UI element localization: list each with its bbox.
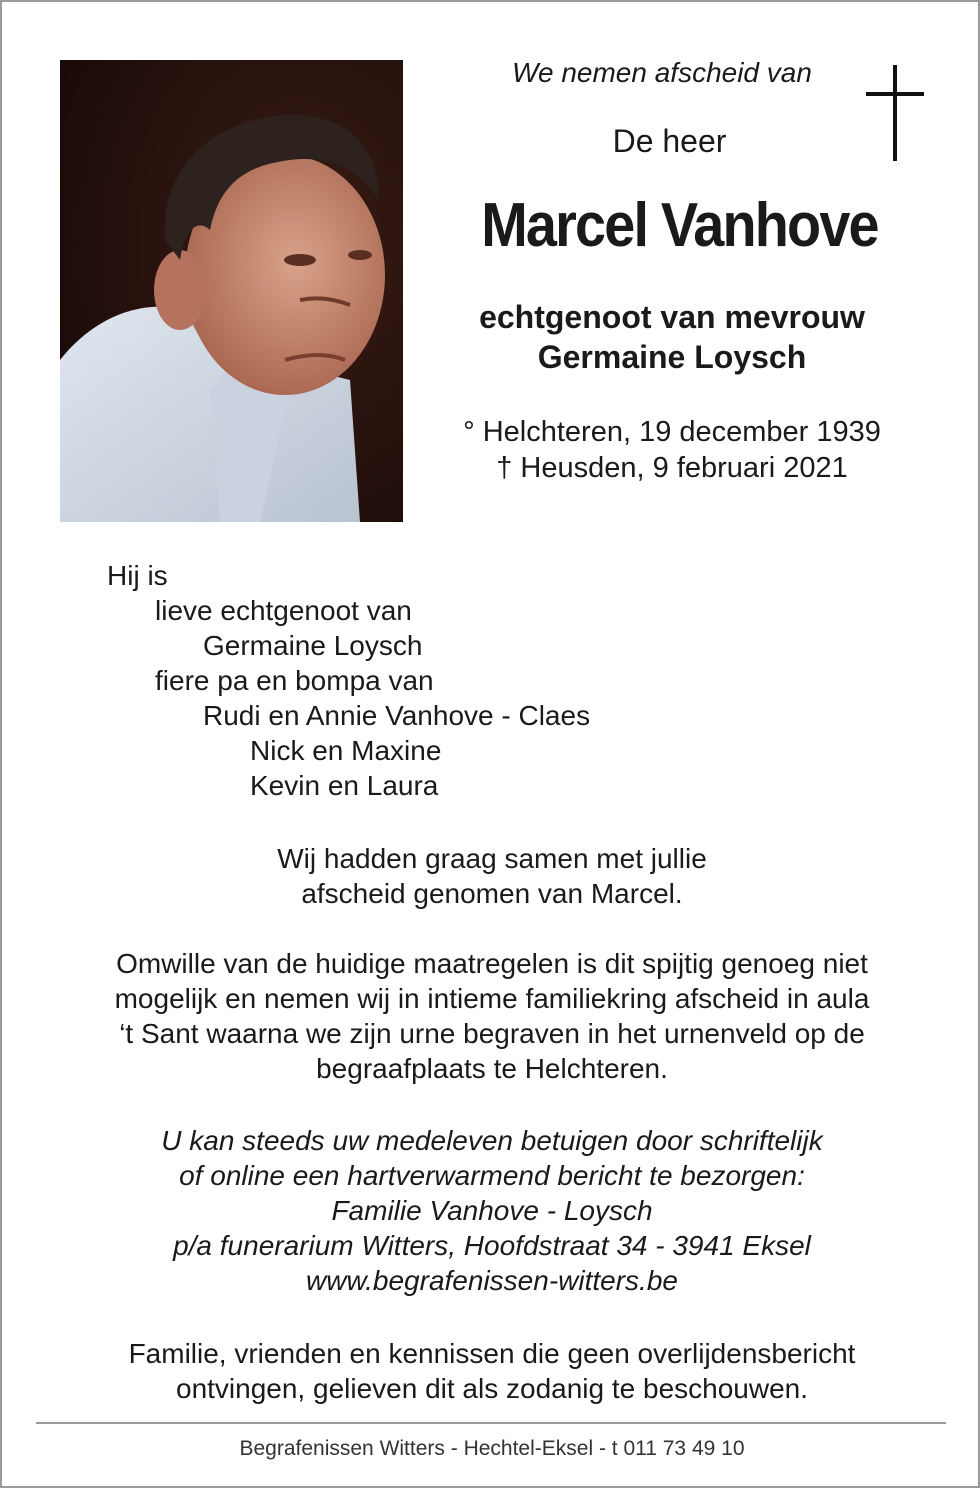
- portrait-photo: [60, 60, 403, 522]
- family-line: Germaine Loysch: [203, 630, 423, 661]
- family-line: fiere pa en bompa van: [155, 665, 434, 696]
- dates-block: [422, 414, 922, 486]
- family-list: [107, 558, 590, 803]
- footer-divider: [36, 1422, 946, 1424]
- address-line: p/a funerarium Witters, Hoofdstraat 34 - 3941 Eksel: [173, 1230, 811, 1261]
- text-line: Familie, vrienden en kennissen die geen overlijdensbericht: [128, 1338, 856, 1369]
- family-name-line: Familie Vanhove - Loysch: [331, 1195, 653, 1226]
- birth-date: ° Helchteren, 19 december 1939: [463, 416, 881, 448]
- condolence-paragraph: [42, 1123, 942, 1298]
- text-line: Wij hadden graag samen met jullie: [277, 843, 707, 874]
- text-line: U kan steeds uw medeleven betuigen door schriftelijk: [161, 1125, 823, 1156]
- family-line: Kevin en Laura: [250, 770, 439, 801]
- text-line: mogelijk en nemen wij in intieme familiekring afscheid in aula: [114, 983, 870, 1014]
- intro-text: We nemen afscheid van: [512, 57, 812, 88]
- text-line: afscheid genomen van Marcel.: [301, 878, 683, 909]
- measures-paragraph: [42, 946, 942, 1086]
- notice-paragraph: [42, 1336, 942, 1406]
- spouse-line: echtgenoot van mevrouw: [479, 299, 865, 335]
- deceased-name: Marcel Vanhove: [481, 191, 878, 260]
- website-link[interactable]: www.begrafenissen-witters.be: [306, 1265, 678, 1296]
- spouse-block: [432, 297, 912, 377]
- family-line: Nick en Maxine: [250, 735, 442, 766]
- text-line: Omwille van de huidige maatregelen is dit spijtig genoeg niet: [116, 948, 868, 979]
- family-line: Rudi en Annie Vanhove - Claes: [203, 700, 591, 731]
- text-line: of online een hartverwarmend bericht te bezorgen:: [179, 1160, 805, 1191]
- family-intro: Hij is: [107, 560, 168, 591]
- text-line: ontvingen, gelieven dit als zodanig te beschouwen.: [176, 1373, 808, 1404]
- spouse-name: Germaine Loysch: [537, 339, 807, 375]
- farewell-paragraph: [42, 841, 942, 911]
- death-date: † Heusden, 9 februari 2021: [496, 452, 848, 484]
- portrait-illustration: [60, 60, 403, 522]
- honorific: De heer: [612, 123, 727, 159]
- text-line: begraafplaats te Helchteren.: [316, 1053, 668, 1084]
- family-line: lieve echtgenoot van: [155, 595, 412, 626]
- text-line: ‘t Sant waarna we zijn urne begraven in het urnenveld op de: [119, 1018, 865, 1049]
- footer-text: Begrafenissen Witters - Hechtel-Eksel - t 011 73 49 10: [239, 1437, 745, 1460]
